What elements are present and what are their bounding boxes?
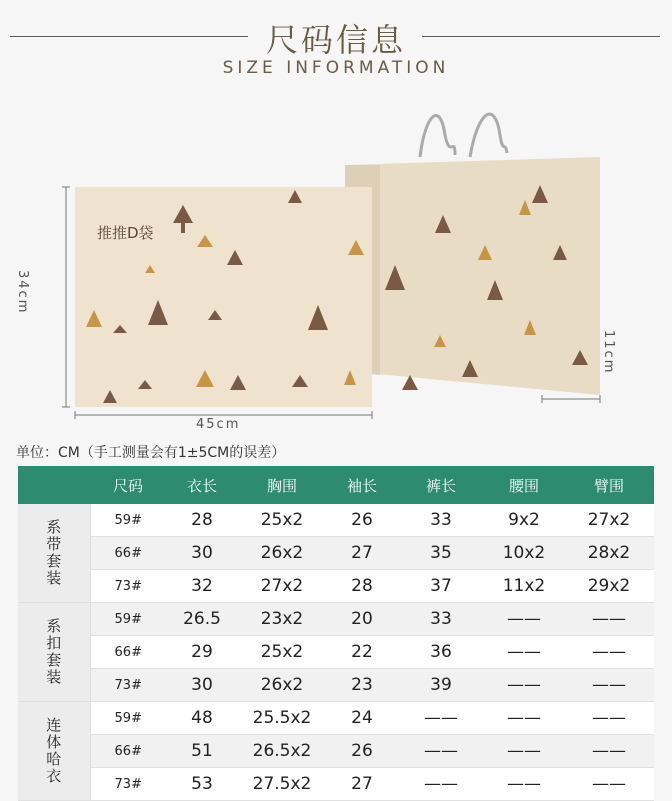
table-cell: 9x2: [484, 504, 564, 537]
height-dimension: 34cm: [15, 270, 30, 315]
table-cell: 10x2: [484, 537, 564, 570]
table-cell: 66#: [90, 735, 166, 768]
table-header-group: [18, 466, 90, 504]
table-cell: 30: [166, 669, 238, 702]
table-cell: 28x2: [564, 537, 654, 570]
table-cell: 27: [326, 768, 398, 801]
table-cell: 25.5x2: [238, 702, 326, 735]
table-cell: 26.5: [166, 603, 238, 636]
width-dimension: 45cm: [196, 417, 241, 432]
table-cell: ——: [484, 636, 564, 669]
table-row: [18, 537, 654, 570]
table-cell: ——: [564, 768, 654, 801]
table-row: [18, 636, 654, 669]
table-cell: 51: [166, 735, 238, 768]
table-cell: 24: [326, 702, 398, 735]
table-cell: 25x2: [238, 504, 326, 537]
table-cell: ——: [398, 735, 484, 768]
divider-right: [422, 36, 660, 37]
table-row: [18, 768, 654, 801]
table-cell: 26: [326, 735, 398, 768]
table-cell: 23x2: [238, 603, 326, 636]
table-cell: 59#: [90, 603, 166, 636]
depth-dimension: 11cm: [601, 330, 616, 375]
table-cell: 28: [326, 570, 398, 603]
size-table: [18, 466, 654, 801]
product-image: [0, 95, 672, 440]
table-cell: ——: [398, 702, 484, 735]
table-cell: 23: [326, 669, 398, 702]
table-cell: ——: [564, 669, 654, 702]
table-cell: 59#: [90, 504, 166, 537]
gift-bag-illustration: [0, 95, 672, 440]
table-row: [18, 669, 654, 702]
table-cell: ——: [484, 702, 564, 735]
table-cell: ——: [564, 702, 654, 735]
table-cell: ——: [484, 603, 564, 636]
table-cell: 20: [326, 603, 398, 636]
table-cell: ——: [564, 735, 654, 768]
table-header: 胸围: [238, 466, 326, 504]
table-cell: 37: [398, 570, 484, 603]
group-label: 系带套装: [18, 504, 90, 603]
table-cell: 26: [326, 504, 398, 537]
table-cell: 27.5x2: [238, 768, 326, 801]
table-cell: 30: [166, 537, 238, 570]
table-header: 裤长: [398, 466, 484, 504]
page-subtitle: SIZE INFORMATION: [222, 58, 450, 78]
table-row: [18, 603, 654, 636]
table-row: [18, 702, 654, 735]
table-header: 腰围: [484, 466, 564, 504]
table-cell: 73#: [90, 669, 166, 702]
table-cell: ——: [484, 735, 564, 768]
table-header: 尺码: [90, 466, 166, 504]
table-cell: ——: [398, 768, 484, 801]
table-cell: 66#: [90, 537, 166, 570]
table-cell: 28: [166, 504, 238, 537]
group-label: 系扣套装: [18, 603, 90, 702]
table-cell: ——: [564, 636, 654, 669]
table-cell: 32: [166, 570, 238, 603]
brand-logo-text: 推推D袋: [97, 224, 154, 242]
table-header: 臂围: [564, 466, 654, 504]
unit-note: 单位：CM（手工测量会有1±5CM的误差）: [16, 445, 286, 461]
table-header: 袖长: [326, 466, 398, 504]
table-header: 衣长: [166, 466, 238, 504]
table-cell: 66#: [90, 636, 166, 669]
table-cell: 59#: [90, 702, 166, 735]
table-row: [18, 735, 654, 768]
table-cell: 25x2: [238, 636, 326, 669]
table-cell: 53: [166, 768, 238, 801]
table-cell: 26x2: [238, 537, 326, 570]
table-cell: ——: [484, 768, 564, 801]
table-cell: 29x2: [564, 570, 654, 603]
table-row: [18, 504, 654, 537]
table-cell: 27x2: [564, 504, 654, 537]
table-cell: 27x2: [238, 570, 326, 603]
table-cell: 26.5x2: [238, 735, 326, 768]
table-cell: 33: [398, 504, 484, 537]
table-header-row: [18, 466, 654, 504]
table-cell: 73#: [90, 570, 166, 603]
table-cell: 22: [326, 636, 398, 669]
table-cell: ——: [564, 603, 654, 636]
table-cell: 36: [398, 636, 484, 669]
table-cell: 33: [398, 603, 484, 636]
table-cell: ——: [484, 669, 564, 702]
header: [0, 0, 672, 90]
page-title: 尺码信息: [265, 21, 406, 59]
table-cell: 11x2: [484, 570, 564, 603]
table-row: [18, 570, 654, 603]
table-cell: 26x2: [238, 669, 326, 702]
table-cell: 73#: [90, 768, 166, 801]
table-cell: 39: [398, 669, 484, 702]
table-cell: 29: [166, 636, 238, 669]
table-cell: 27: [326, 537, 398, 570]
table-cell: 35: [398, 537, 484, 570]
group-label: 连体哈衣: [18, 702, 90, 801]
table-cell: 48: [166, 702, 238, 735]
